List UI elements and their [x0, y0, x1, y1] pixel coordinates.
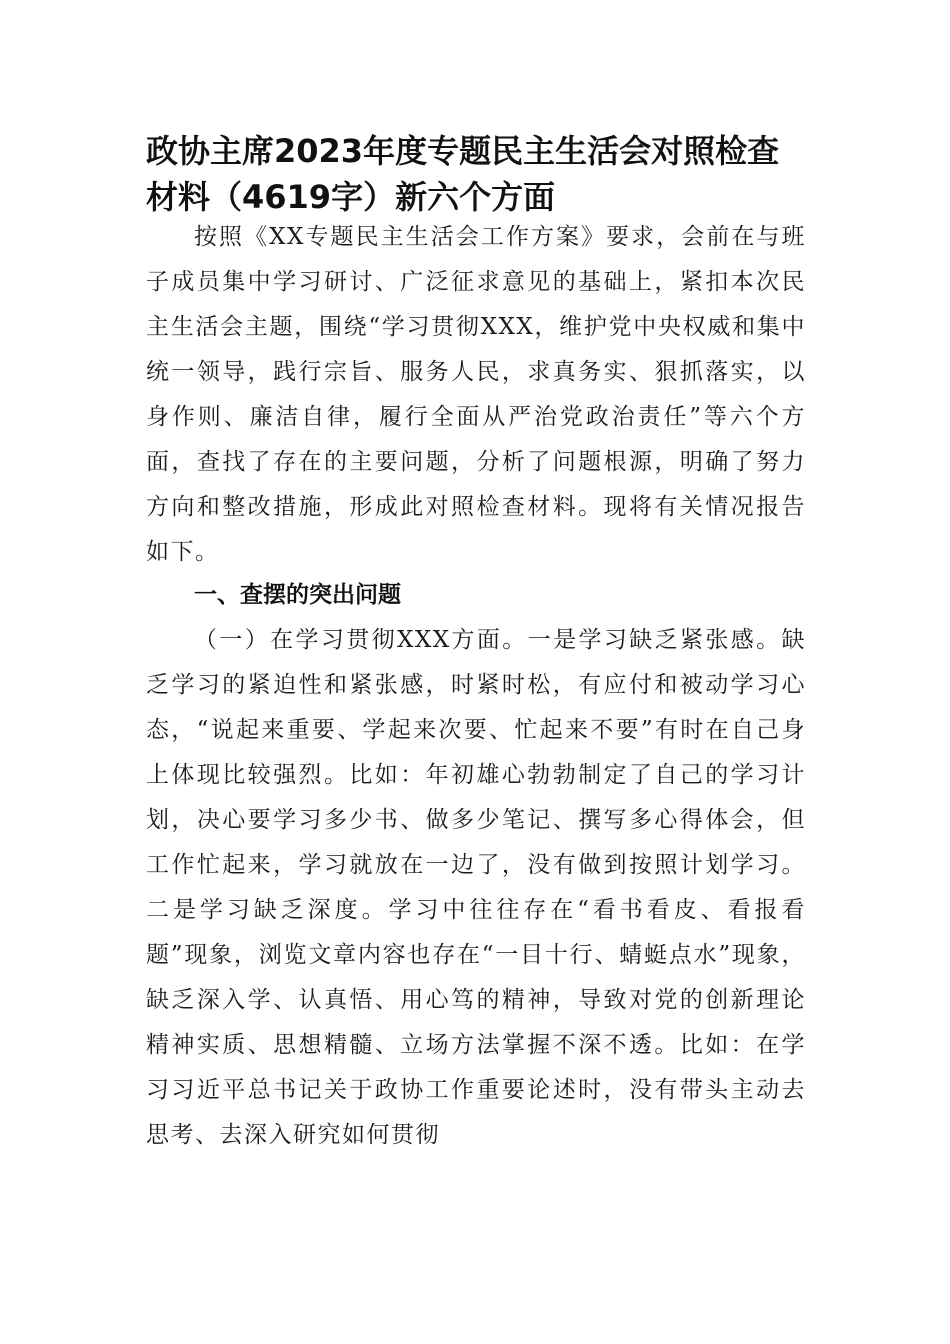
- section-paragraph: （一）在学习贯彻XXX方面。一是学习缺乏紧张感。缺乏学习的紧迫性和紧张感，时紧时松，有应付和被动学习心态，“说起来重要、学起来次要、忙起来不要”有时在自己身上体现比较强烈。比如：年初雄心勃勃制定了自己的学习计划，决心要学习多少书、做多少笔记、撰写多心得体会，但工作忙起来，学习就放在一边了，没有做到按照计划学习。二是学习缺乏深度。学习中往往存在“看书看皮、看报看题”现象，浏览文章内容也存在“一目十行、蜻蜓点水”现象，缺乏深入学、认真悟、用心笃的精神，导致对党的创新理论精神实质、思想精髓、立场方法掌握不深不透。比如：在学习习近平总书记关于政协工作重要论述时，没有带头主动去思考、去深入研究如何贯彻: [146, 627, 806, 1148]
- document-title: 政协主席2023年度专题民主生活会对照检查材料（4619字）新六个方面: [146, 132, 780, 216]
- intro-paragraph: 按照《XX专题民主生活会工作方案》要求，会前在与班子成员集中学习研讨、广泛征求意见的基础上，紧扣本次民主生活会主题，围绕“学习贯彻XXX，维护党中央权威和集中统一领导，践行宗旨、服务人民，求真务实、狠抓落实，以身作则、廉洁自律，履行全面从严治党政治责任”等六个方面，查找了存在的主要问题，分析了问题根源，明确了努力方向和整改措施，形成此对照检查材料。现将有关情况报告如下。: [146, 224, 806, 565]
- section-heading: 一、查摆的突出问题: [194, 582, 401, 608]
